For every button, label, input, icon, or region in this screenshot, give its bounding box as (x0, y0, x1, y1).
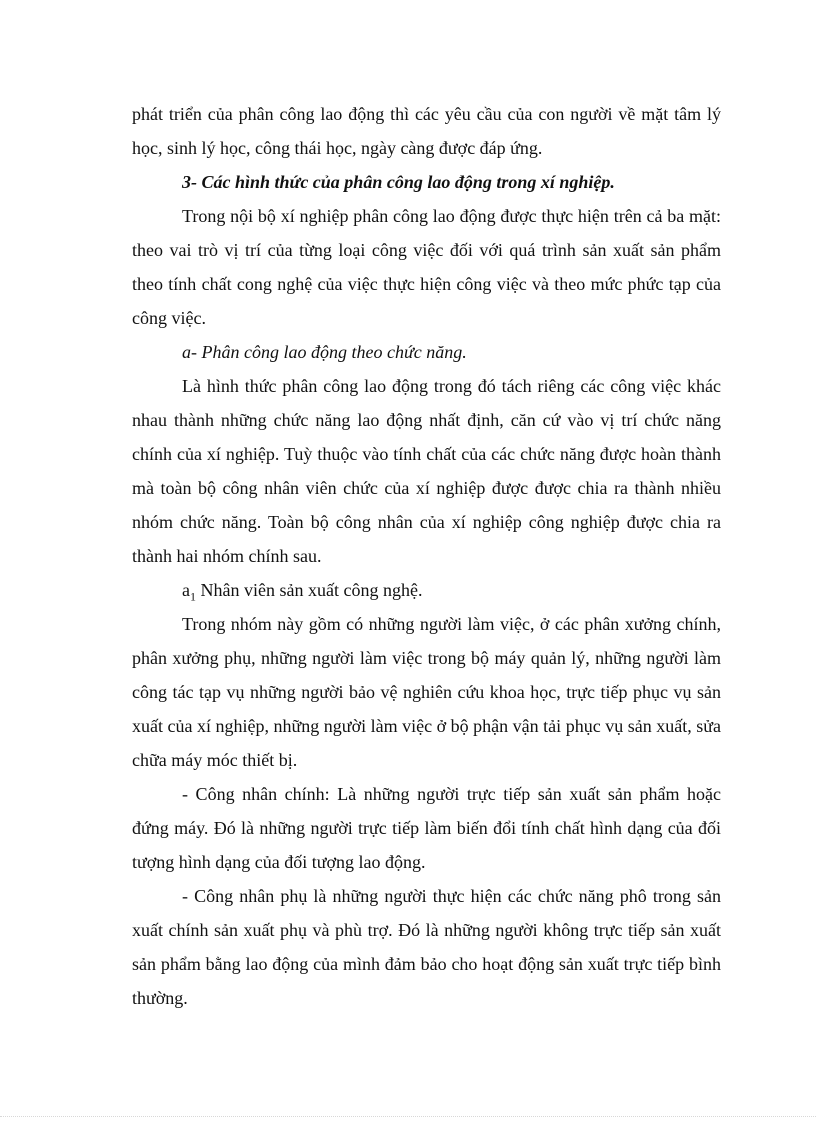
subsection-heading-a: a- Phân công lao động theo chức năng. (182, 342, 467, 362)
document-body (132, 97, 721, 1015)
a1-subscript: 1 (190, 589, 196, 604)
paragraph-internal-division: Trong nội bộ xí nghiệp phân công lao động được thực hiện trên cả ba mặt: theo vai trò vị trí của từng loại công việc đối với quá trình sản xuất sản phẩm theo tính chất cong nghệ của việc thực hiện công việc và theo mức phức tạp của công việc. (132, 206, 721, 328)
a1-label: Nhân viên sản xuất công nghệ. (196, 580, 423, 600)
paragraph-continuation: phát triển của phân công lao động thì các yêu cầu của con người về mặt tâm lý học, sinh lý học, công thái học, ngày càng được đáp ứng. (132, 104, 721, 158)
paragraph-functional-division: Là hình thức phân công lao động trong đó tách riêng các công việc khác nhau thành những chức năng lao động nhất định, căn cứ vào vị trí chức năng chính của xí nghiệp. Tuỳ thuộc vào tính chất của các chức năng được hoàn thành mà toàn bộ công nhân viên chức của xí nghiệp được được chia ra thành nhiều nhóm chức năng. Toàn bộ công nhân của xí nghiệp công nghiệp được chia ra thành hai nhóm chính sau. (132, 376, 721, 566)
page-bottom-divider (0, 1116, 816, 1117)
paragraph-auxiliary-workers: - Công nhân phụ là những người thực hiện các chức năng phô trong sản xuất chính sản xuất phụ và phù trợ. Đó là những người không trực tiếp sản xuất sản phẩm bằng lao động của mình đảm bảo cho hoạt động sản xuất trực tiếp bình thường. (132, 886, 721, 1008)
a1-prefix: a (182, 580, 190, 600)
subsection-heading-a1 (132, 573, 721, 607)
paragraph-main-workers: - Công nhân chính: Là những người trực tiếp sản xuất sản phẩm hoặc đứng máy. Đó là những người trực tiếp làm biến đổi tính chất hình dạng của đối tượng hình dạng của đối tượng lao động. (132, 784, 721, 872)
section-heading-3: 3- Các hình thức của phân công lao động trong xí nghiệp. (182, 172, 615, 192)
paragraph-production-staff: Trong nhóm này gồm có những người làm việc, ở các phân xưởng chính, phân xưởng phụ, những người làm việc trong bộ máy quản lý, những người làm công tác tạp vụ những người bảo vệ nghiên cứu khoa học, trực tiếp phục vụ sản xuất của xí nghiệp, những người làm việc ở bộ phận vận tải phục vụ sản xuất, sửa chữa máy móc thiết bị. (132, 614, 721, 770)
